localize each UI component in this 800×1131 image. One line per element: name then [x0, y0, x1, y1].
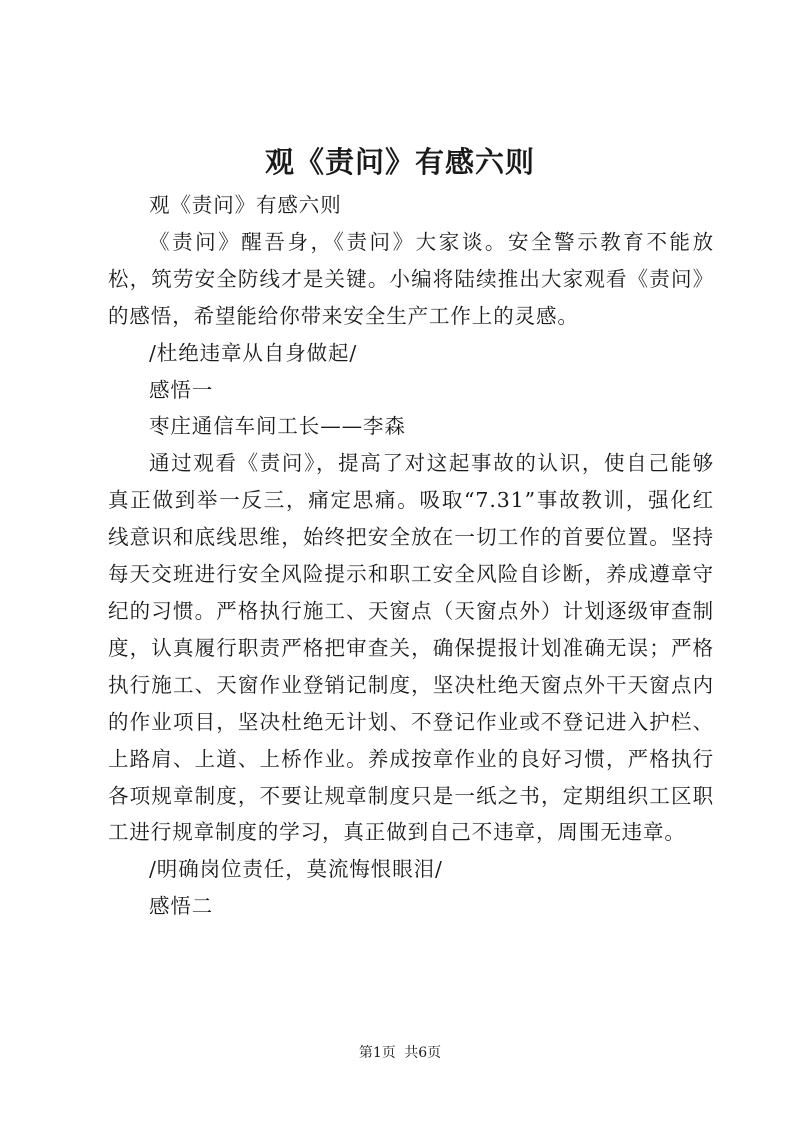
- paragraph-insight-1-label: 感悟一: [149, 377, 214, 402]
- paragraph-subtitle: 观《责问》有感六则: [149, 193, 342, 217]
- paragraph-insight-2-label: 感悟二: [149, 894, 214, 919]
- paragraph-intro: 《责问》醒吾身，《责问》大家谈。安全警示教育不能放松，筑劳安全防线才是关键。小编将陆续推出大家观看《责问》的感悟，希望能给你带来安全生产工作上的灵感。: [108, 229, 714, 328]
- paragraph-insight-1-body: 通过观看《责问》，提高了对这起事故的认识，使自己能够真正做到举一反三，痛定思痛。吸取“7.31”事故教训，强化红线意识和底线思维，始终把安全放在一切工作的首要位置。坚持每天交班进行安全风险提示和职工安全风险自诊断，养成遵章守纪的习惯。严格执行施工、天窗点（天窗点外）计划逐级审查制度，认真履行职责严格把审查关，确保提报计划准确无误；严格执行施工、天窗作业登销记制度，坚决杜绝天窗点外干天窗点内的作业项目，坚决杜绝无计划、不登记作业或不登记进入护栏、上路肩、上道、上桥作业。养成按章作业的良好习惯，严格执行各项规章制度，不要让规章制度只是一纸之书，定期组织工区职工进行规章制度的学习，真正做到自己不违章，周围无违章。: [108, 451, 714, 845]
- page-footer: [0, 1043, 800, 1063]
- document-body: [108, 187, 714, 925]
- page-number: 第1页: [358, 1045, 396, 1061]
- paragraph-author-1: 枣庄通信车间工长——李森: [149, 414, 406, 439]
- page-title: 观《责问》有感六则: [264, 145, 535, 179]
- paragraph-section-heading-2: /明确岗位责任，莫流悔恨眼泪/: [149, 857, 443, 882]
- paragraph-section-heading-1: /杜绝违章从自身做起/: [149, 340, 358, 365]
- page-total: 共6页: [404, 1045, 442, 1061]
